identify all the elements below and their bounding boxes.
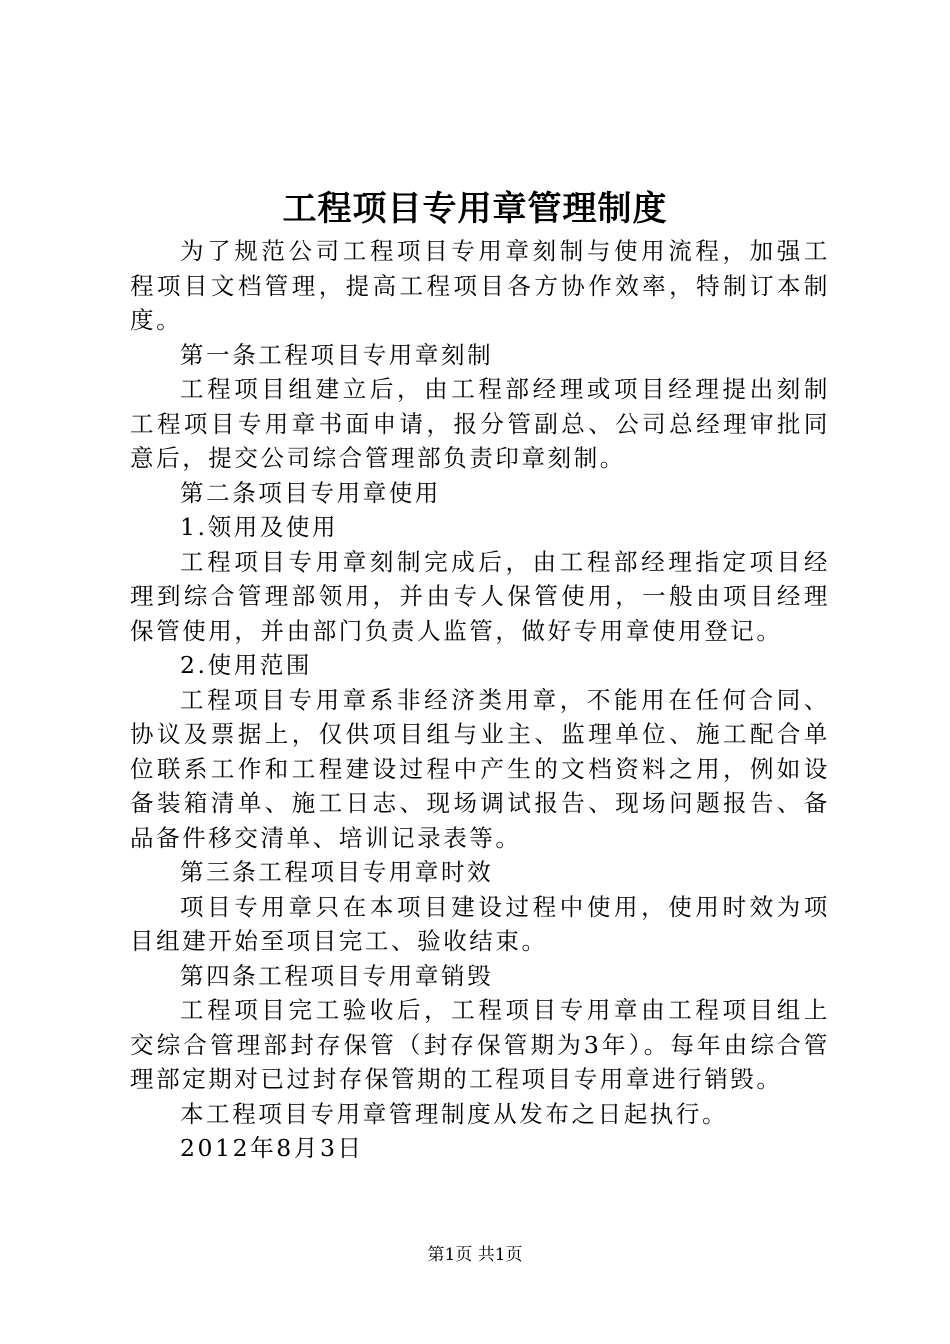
article-2-paragraph-1: 工程项目专用章刻制完成后，由工程部经理指定项目经理到综合管理部领用，并由专人保管使用，一般由项目经理保管使用，并由部门负责人监管，做好专用章使用登记。 — [130, 547, 830, 645]
article-2-subheading-2: 2.使用范围 — [180, 651, 313, 679]
article-4-paragraph: 工程项目完工验收后，工程项目专用章由工程项目组上交综合管理部封存保管（封存保管期为3年）。每年由综合管理部定期对已过封存保管期的工程项目专用章进行销毁。 — [130, 996, 830, 1093]
intro-paragraph: 为了规范公司工程项目专用章刻制与使用流程，加强工程项目文档管理，提高工程项目各方协作效率，特制订本制度。 — [130, 237, 830, 334]
article-1-heading: 第一条工程项目专用章刻制 — [180, 340, 494, 369]
page-number-footer: 第1页 共1页 — [427, 1245, 523, 1265]
document-body — [130, 234, 830, 1166]
article-3-heading: 第三条工程项目专用章时效 — [180, 858, 494, 886]
article-2-heading: 第二条项目专用章使用 — [180, 478, 441, 507]
article-3-paragraph: 项目专用章只在本项目建设过程中使用，使用时效为项目组建开始至项目完工、验收结束。 — [130, 892, 830, 955]
article-4-heading: 第四条工程项目专用章销毁 — [180, 961, 494, 990]
document-date: 2012年8月3日 — [180, 1134, 364, 1162]
article-1-paragraph: 工程项目组建立后，由工程部经理或项目经理提出刻制工程项目专用章书面申请，报分管副总、公司总经理审批同意后，提交公司综合管理部负责印章刻制。 — [130, 375, 830, 472]
article-2-subheading-1: 1.领用及使用 — [180, 513, 339, 541]
effective-statement: 本工程项目专用章管理制度从发布之日起执行。 — [180, 1099, 729, 1128]
article-2-paragraph-2: 工程项目专用章系非经济类用章，不能用在任何合同、协议及票据上，仅供项目组与业主、监理单位、施工配合单位联系工作和工程建设过程中产生的文档资料之用，例如设备装箱清单、施工日志、现场调试报告、现场问题报告、备品备件移交清单、培训记录表等。 — [130, 685, 830, 852]
document-title: 工程项目专用章管理制度 — [282, 189, 668, 229]
